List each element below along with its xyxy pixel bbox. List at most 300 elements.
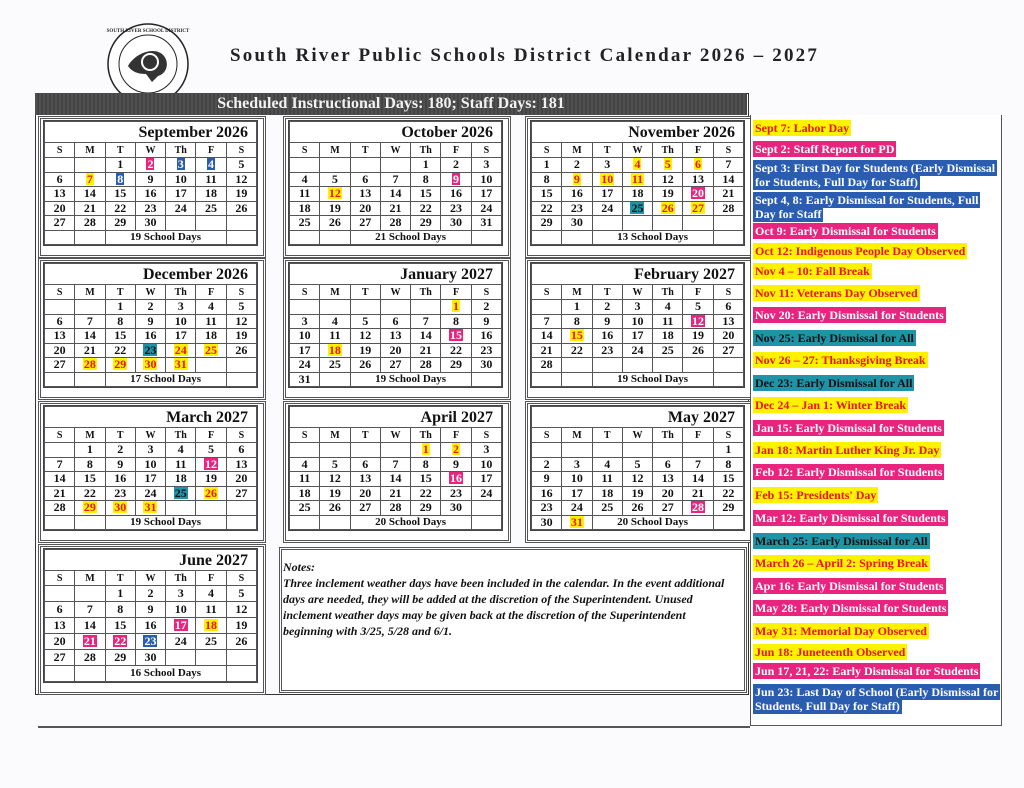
day-cell: 5 [320,457,350,472]
day-cell: 14 [75,618,105,634]
day-cell: 22 [411,486,441,501]
day-cell: 10 [290,329,320,344]
day-cell: 16 [441,472,471,487]
month-may [530,405,745,531]
day-cell: 3 [166,158,196,173]
day-cell: 25 [320,358,350,373]
day-cell: 17 [622,329,652,344]
day-cell: 13 [45,187,75,202]
day-cell: 20 [653,486,683,501]
notes [283,559,738,639]
day-cell: 12 [350,329,380,344]
legend-item: Apr 16: Early Dismissal for Students [755,579,944,593]
day-cell: 25 [166,486,196,501]
day-cell: 1 [562,300,592,315]
day-cell: 24 [290,358,320,373]
day-cell: 3 [471,443,501,458]
day-cell: 28 [380,501,410,516]
day-cell: 12 [653,172,683,187]
day-cell: 27 [380,358,410,373]
weekday-header: S [471,143,501,158]
weekday-header: S [532,143,562,158]
day-cell: 14 [380,187,410,202]
day-cell: 16 [471,329,501,344]
legend-item: Sept 3: First Day for Students (Early Dismissal for Students, Full Day for Staff) [755,161,996,189]
day-cell: 10 [135,457,165,472]
empty-day [411,300,441,315]
day-cell: 6 [713,300,743,315]
legend-item: May 28: Early Dismissal for Students [755,601,947,615]
day-cell: 25 [622,201,652,216]
day-cell: 31 [471,216,501,231]
empty-day [290,158,320,173]
month-title: March 2027 [45,407,257,428]
day-cell: 6 [350,457,380,472]
empty-day [592,358,622,373]
day-cell: 18 [622,187,652,202]
weekday-header: T [592,143,622,158]
empty-day [320,300,350,315]
day-cell: 30 [441,501,471,516]
day-cell: 24 [471,201,501,216]
empty-day [166,650,196,666]
day-cell: 11 [166,457,196,472]
weekday-header: S [45,285,75,300]
day-cell: 18 [320,343,350,358]
day-cell: 24 [135,486,165,501]
day-cell: 11 [622,172,652,187]
day-cell: 26 [683,343,713,358]
empty-day [290,443,320,458]
day-cell: 14 [683,472,713,487]
day-cell: 21 [75,343,105,358]
day-cell: 4 [196,158,226,173]
month-october [288,120,503,246]
day-cell: 19 [653,187,683,202]
day-cell: 8 [105,314,135,329]
day-cell: 7 [75,172,105,187]
day-cell: 12 [683,314,713,329]
day-cell: 13 [380,329,410,344]
day-cell: 2 [135,158,165,173]
school-days-count: 20 School Days [592,515,713,530]
day-cell: 2 [135,300,165,315]
day-cell: 10 [471,457,501,472]
empty-day [653,358,683,373]
empty-day [532,443,562,458]
day-cell: 24 [166,201,196,216]
day-cell: 17 [166,329,196,344]
day-cell: 9 [135,602,165,618]
legend-item: Nov 4 – 10: Fall Break [755,264,870,278]
day-cell: 20 [45,343,75,358]
weekday-header: W [622,428,652,443]
day-cell: 2 [562,158,592,173]
empty-day [75,586,105,602]
month-title: December 2026 [45,264,257,285]
day-cell: 8 [562,314,592,329]
empty-day [380,300,410,315]
weekday-header: Th [653,428,683,443]
day-cell: 7 [75,314,105,329]
weekday-header: F [683,428,713,443]
empty-day [713,358,743,373]
day-cell: 30 [532,515,562,530]
empty-day [532,300,562,315]
legend-item: Feb 12: Early Dismissal for Students [755,465,943,479]
empty-day [320,158,350,173]
day-cell: 17 [471,187,501,202]
day-cell: 23 [471,343,501,358]
day-cell: 12 [320,472,350,487]
weekday-header: S [290,428,320,443]
weekday-header: M [562,428,592,443]
weekday-header: W [622,143,652,158]
day-cell: 17 [592,187,622,202]
weekday-header: F [441,428,471,443]
empty-day [75,300,105,315]
weekday-header: S [290,285,320,300]
day-cell: 30 [105,501,135,516]
day-cell: 6 [683,158,713,173]
day-cell: 22 [713,486,743,501]
weekday-header: M [75,428,105,443]
weekday-header: W [135,571,165,586]
day-cell: 30 [471,358,501,373]
day-cell: 1 [75,443,105,458]
weekday-header: Th [411,428,441,443]
day-cell: 5 [653,158,683,173]
school-days-count: 20 School Days [350,515,471,530]
day-cell: 14 [75,187,105,202]
day-cell: 9 [441,172,471,187]
day-cell: 21 [411,343,441,358]
day-cell: 10 [166,602,196,618]
day-cell: 5 [622,457,652,472]
day-cell: 21 [713,187,743,202]
weekday-header: W [135,428,165,443]
weekday-header: T [105,143,135,158]
empty-day [226,501,256,516]
day-cell: 10 [622,314,652,329]
day-cell: 31 [135,501,165,516]
day-cell: 28 [411,358,441,373]
day-cell: 18 [196,187,226,202]
empty-day [683,216,713,231]
day-cell: 19 [683,329,713,344]
weekday-header: M [320,285,350,300]
weekday-header: S [226,428,256,443]
day-cell: 6 [350,172,380,187]
day-cell: 27 [45,216,75,231]
day-cell: 16 [135,187,165,202]
day-cell: 26 [226,343,256,358]
day-cell: 30 [135,650,165,666]
legend-item: March 25: Early Dismissal for All [755,534,928,548]
day-cell: 23 [135,343,165,358]
weekday-header: F [683,285,713,300]
day-cell: 22 [75,486,105,501]
day-cell: 6 [45,602,75,618]
empty-day [683,358,713,373]
day-cell: 15 [713,472,743,487]
day-cell: 6 [45,314,75,329]
day-cell: 5 [350,314,380,329]
day-cell: 1 [441,300,471,315]
empty-day [45,158,75,173]
month-title: September 2026 [45,122,257,143]
day-cell: 17 [290,343,320,358]
day-cell: 4 [290,457,320,472]
notes-body: Three inclement weather days have been included in the calendar. In the event additional days are needed, they will be added at the discretion of the Superintendent. Unused inclement weather days may be given back at the discretion of the Superintendent beginning with 3/25, 5/28 and 6/1. [283,576,725,638]
legend-item: May 31: Memorial Day Observed [755,624,927,638]
legend-item: Dec 24 – Jan 1: Winter Break [755,398,907,412]
day-cell: 14 [75,329,105,344]
day-cell: 21 [380,201,410,216]
svg-text:SOUTH RIVER SCHOOL DISTRICT: SOUTH RIVER SCHOOL DISTRICT [106,29,190,34]
legend-item: Nov 25: Early Dismissal for All [755,331,914,345]
month-february [530,262,745,388]
day-cell: 24 [166,343,196,358]
day-cell: 1 [105,300,135,315]
weekday-header: W [135,143,165,158]
weekday-header: T [592,285,622,300]
day-cell: 25 [290,216,320,231]
empty-day [226,650,256,666]
weekday-header: W [380,285,410,300]
day-cell: 25 [592,501,622,516]
day-cell: 10 [471,172,501,187]
weekday-header: M [75,143,105,158]
day-cell: 6 [380,314,410,329]
month-june [43,548,258,683]
day-cell: 12 [196,457,226,472]
weekday-header: S [45,428,75,443]
day-cell: 1 [411,158,441,173]
day-cell: 13 [45,329,75,344]
day-cell: 7 [75,602,105,618]
day-cell: 17 [166,618,196,634]
day-cell: 22 [562,343,592,358]
day-cell: 15 [105,329,135,344]
footer-rule [38,726,750,728]
day-cell: 7 [380,457,410,472]
legend-item: Mar 12: Early Dismissal for Students [755,511,946,525]
day-cell: 21 [45,486,75,501]
day-cell: 21 [75,201,105,216]
empty-day [380,158,410,173]
day-cell: 8 [105,602,135,618]
day-cell: 3 [135,443,165,458]
legend-item: Nov 20: Early Dismissal for Students [755,308,944,322]
weekday-header: S [713,285,743,300]
day-cell: 6 [45,172,75,187]
legend-item: Oct 12: Indigenous People Day Observed [755,244,966,258]
school-days-count: 19 School Days [592,372,713,387]
weekday-header: S [45,143,75,158]
day-cell: 19 [196,472,226,487]
page-title: South River Public Schools District Calendar 2026 – 2027 [230,45,820,66]
day-cell: 24 [166,634,196,650]
month-december [43,262,258,388]
day-cell: 13 [653,472,683,487]
weekday-header: M [320,143,350,158]
day-cell: 19 [320,486,350,501]
empty-day [350,158,380,173]
day-cell: 7 [713,158,743,173]
day-cell: 8 [105,172,135,187]
legend-item: Nov 26 – 27: Thanksgiving Break [755,353,926,367]
day-cell: 28 [683,501,713,516]
day-cell: 29 [713,501,743,516]
day-cell: 24 [471,486,501,501]
school-days-count: 21 School Days [350,230,471,245]
day-cell: 13 [350,187,380,202]
month-title: June 2027 [45,550,257,571]
day-cell: 15 [532,187,562,202]
day-cell: 2 [471,300,501,315]
weekday-header: M [562,143,592,158]
day-cell: 7 [411,314,441,329]
weekday-header: T [105,571,135,586]
day-cell: 10 [562,472,592,487]
day-cell: 22 [105,343,135,358]
legend-item: Dec 23: Early Dismissal for All [755,376,913,390]
month-title: May 2027 [532,407,744,428]
day-cell: 5 [226,586,256,602]
empty-day [622,358,652,373]
day-cell: 23 [562,201,592,216]
legend-item: March 26 – April 2: Spring Break [755,556,928,570]
empty-day [350,300,380,315]
day-cell: 18 [653,329,683,344]
day-cell: 31 [562,515,592,530]
day-cell: 23 [592,343,622,358]
day-cell: 20 [683,187,713,202]
day-cell: 19 [320,201,350,216]
empty-day [592,216,622,231]
weekday-header: F [683,143,713,158]
day-cell: 23 [441,201,471,216]
day-cell: 20 [350,201,380,216]
day-cell: 1 [411,443,441,458]
weekday-header: F [196,571,226,586]
empty-day [683,443,713,458]
day-cell: 26 [226,634,256,650]
day-cell: 9 [135,314,165,329]
empty-day [562,443,592,458]
day-cell: 13 [45,618,75,634]
day-cell: 4 [592,457,622,472]
day-cell: 8 [532,172,562,187]
day-cell: 31 [290,372,320,387]
legend-item: Jan 18: Martin Luther King Jr. Day [755,443,940,457]
day-cell: 21 [532,343,562,358]
day-cell: 28 [713,201,743,216]
day-cell: 9 [135,172,165,187]
weekday-header: S [713,143,743,158]
day-cell: 10 [592,172,622,187]
weekday-header: Th [166,571,196,586]
weekday-header: Th [411,285,441,300]
day-cell: 9 [532,472,562,487]
empty-day [166,216,196,231]
day-cell: 12 [622,472,652,487]
day-cell: 20 [45,201,75,216]
instructional-days-banner: Scheduled Instructional Days: 180; Staff Days: 181 [35,93,747,115]
day-cell: 23 [105,486,135,501]
day-cell: 8 [411,457,441,472]
day-cell: 29 [411,216,441,231]
day-cell: 1 [105,586,135,602]
day-cell: 9 [471,314,501,329]
weekday-header: S [290,143,320,158]
day-cell: 6 [226,443,256,458]
empty-day [653,216,683,231]
day-cell: 19 [226,187,256,202]
day-cell: 18 [196,329,226,344]
day-cell: 27 [226,486,256,501]
empty-day [380,443,410,458]
empty-day [592,443,622,458]
weekday-header: Th [166,143,196,158]
weekday-header: Th [411,143,441,158]
month-title: January 2027 [290,264,502,285]
day-cell: 20 [350,486,380,501]
day-cell: 15 [411,187,441,202]
day-cell: 15 [75,472,105,487]
day-cell: 1 [105,158,135,173]
empty-day [196,650,226,666]
day-cell: 7 [532,314,562,329]
day-cell: 11 [196,314,226,329]
weekday-header: S [713,428,743,443]
month-title: February 2027 [532,264,744,285]
empty-day [290,300,320,315]
school-days-count: 19 School Days [350,372,471,387]
day-cell: 9 [592,314,622,329]
legend-item: Jun 18: Juneteenth Observed [755,645,906,659]
empty-day [622,216,652,231]
day-cell: 13 [683,172,713,187]
day-cell: 27 [45,358,75,373]
empty-day [562,358,592,373]
weekday-header: T [350,143,380,158]
day-cell: 26 [226,201,256,216]
weekday-header: S [532,428,562,443]
day-cell: 8 [411,172,441,187]
day-cell: 25 [290,501,320,516]
day-cell: 15 [562,329,592,344]
day-cell: 3 [166,586,196,602]
day-cell: 3 [622,300,652,315]
empty-day [622,443,652,458]
day-cell: 10 [166,314,196,329]
day-cell: 11 [196,172,226,187]
legend-item: Jan 15: Early Dismissal for Students [755,421,942,435]
day-cell: 5 [196,443,226,458]
day-cell: 22 [532,201,562,216]
day-cell: 12 [226,314,256,329]
month-september [43,120,258,246]
empty-day [196,216,226,231]
notes-title: Notes: [283,560,315,574]
day-cell: 22 [441,343,471,358]
legend-item: Jun 17, 21, 22: Early Dismissal for Students [755,664,979,678]
day-cell: 18 [196,618,226,634]
day-cell: 19 [226,618,256,634]
day-cell: 5 [683,300,713,315]
